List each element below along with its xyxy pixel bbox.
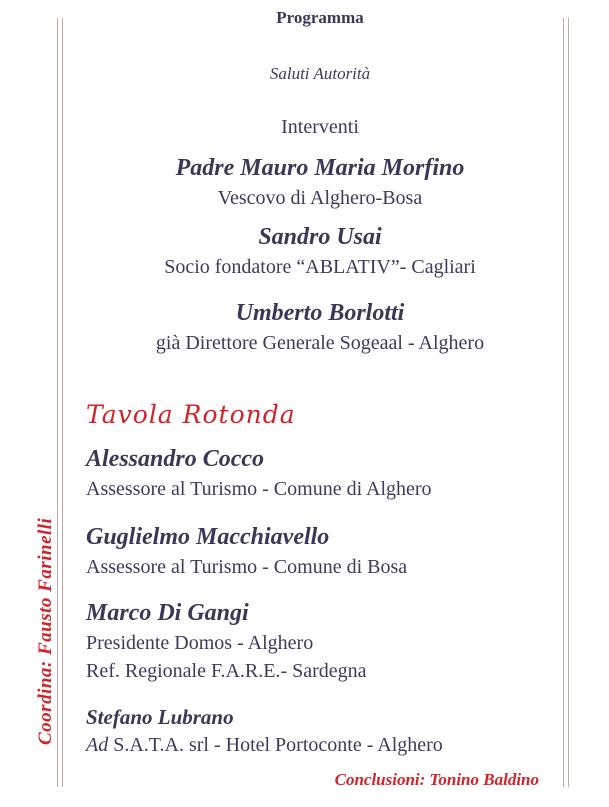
moderator-vertical-text: Coordina: Fausto Farinelli (35, 517, 56, 745)
speaker-role: già Direttore Generale Sogeaal - Alghero (155, 332, 485, 354)
speaker-role: Socio fondatore “ABLATIV”- Cagliari (164, 256, 476, 278)
panelist-role: Assessore al Turismo - Comune di Alghero (86, 478, 432, 500)
panelist-role: Assessore al Turismo - Comune di Bosa (86, 556, 408, 578)
panelist-name: Marco Di Gangi (86, 600, 249, 626)
speaker-name: Padre Mauro Maria Morfino (175, 155, 465, 181)
panelist-name: Guglielmo Macchiavello (86, 524, 330, 550)
round-table-title: Tavola Rotonda (86, 400, 296, 429)
panelist-role: Presidente Domos - Alghero (86, 632, 314, 654)
speaker-role: Vescovo di Alghero-Bosa (217, 187, 423, 209)
page-title: Programma (276, 8, 364, 27)
conclusions-line: Conclusioni: Tonino Baldino (334, 770, 539, 789)
saluti-line: Saluti Autorità (269, 64, 371, 83)
panelist-role (86, 734, 443, 757)
panelist-role-secondary: Ref. Regionale F.A.R.E.- Sardegna (86, 660, 367, 682)
panelist-name: Alessandro Cocco (86, 446, 265, 472)
panelist-name: Stefano Lubrano (86, 705, 234, 729)
role-prefix: Ad (86, 734, 109, 756)
speaker-name: Umberto Borlotti (235, 300, 405, 326)
speaker-name: Sandro Usai (258, 224, 382, 250)
interventi-heading: Interventi (281, 116, 359, 138)
role-text: S.A.T.A. srl - Hotel Portoconte - Alghero (108, 734, 443, 756)
